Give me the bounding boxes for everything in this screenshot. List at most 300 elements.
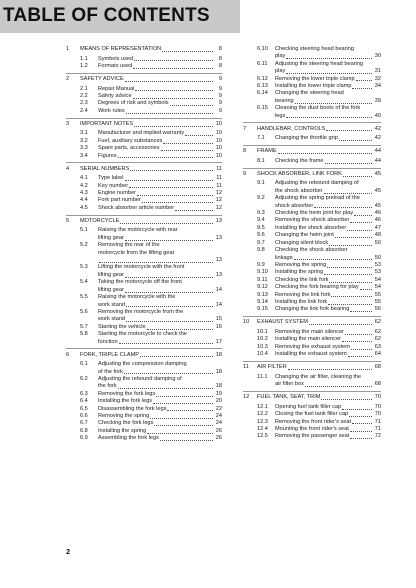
entry-number: 12.3: [257, 418, 268, 425]
entry-page-number: 72: [374, 433, 381, 440]
toc-subsection-entry[interactable]: [243, 306, 381, 313]
entry-number: 11.1: [257, 373, 268, 380]
entry-title-line: Adjusting the steering head bearing: [275, 60, 364, 67]
section-divider: [243, 361, 381, 362]
toc-subsection-entry[interactable]: [243, 180, 381, 195]
entry-title-line: motorcycle from the lifting gear: [98, 249, 175, 256]
entry-title: Symbols used: [98, 55, 134, 62]
toc-subsection-entry[interactable]: [66, 63, 222, 70]
entry-number: 6.8: [80, 427, 88, 434]
entry-title: bearing: [275, 97, 294, 104]
entry-title: Starting the vehicle: [98, 323, 146, 330]
entry-page-number: 10: [215, 152, 222, 159]
entry-title: FRAME: [257, 148, 277, 155]
entry-title: legs: [275, 112, 286, 119]
dot-leader: [130, 170, 213, 171]
toc-section-entry[interactable]: [243, 171, 381, 178]
entry-page-number: 12: [215, 197, 222, 204]
entry-title-line: Changing the air filter, cleaning the: [275, 373, 362, 380]
toc-subsection-entry[interactable]: [243, 292, 381, 299]
toc-section-entry[interactable]: [66, 46, 222, 53]
toc-subsection-entry[interactable]: [243, 269, 381, 276]
dot-leader: [163, 143, 213, 144]
entry-page-number: 10: [215, 130, 222, 137]
dot-leader: [335, 237, 372, 238]
entry-title: SHOCK ABSORBER, LINK FORK: [257, 170, 342, 177]
entry-page-number: 50: [374, 254, 381, 261]
entry-title-line: Adjusting the rebound damping of: [275, 180, 359, 187]
dot-leader: [342, 409, 372, 410]
entry-number: 6.7: [80, 420, 88, 427]
toc-column-left: [66, 46, 222, 443]
entry-number: 11: [243, 364, 249, 371]
toc-section-entry[interactable]: [66, 76, 222, 83]
toc-subsection-entry[interactable]: [66, 93, 222, 100]
dot-leader: [286, 58, 372, 59]
entry-page-number: 18: [215, 368, 222, 375]
dot-leader: [321, 399, 372, 400]
entry-title: Figures: [98, 152, 117, 159]
dot-leader: [119, 343, 213, 344]
dot-leader: [126, 306, 213, 307]
entry-page-number: 42: [374, 125, 381, 132]
entry-number: 6.5: [80, 405, 88, 412]
entry-title: Key number: [98, 182, 129, 189]
entry-page-number: 45: [374, 202, 381, 209]
entry-title: Removing the fork legs: [98, 390, 156, 397]
toc-subsection-entry[interactable]: [243, 46, 381, 61]
toc-subsection-entry[interactable]: [66, 100, 222, 107]
entry-page-number: 71: [374, 418, 381, 425]
entry-title: Fuel, auxiliary substances: [98, 137, 163, 144]
toc-subsection-entry[interactable]: [243, 135, 381, 142]
entry-title: air filter box: [275, 381, 304, 388]
dot-leader: [120, 223, 213, 224]
dot-leader: [350, 311, 372, 312]
toc-subsection-entry[interactable]: [243, 76, 381, 83]
entry-title: Installing the main silencer: [275, 336, 341, 343]
toc-subsection-entry[interactable]: [243, 284, 381, 291]
entry-title: linkage: [275, 254, 293, 261]
entry-title: FORK, TRIPLE CLAMP: [80, 351, 139, 358]
dot-leader: [125, 240, 213, 241]
dot-leader: [134, 126, 213, 127]
entry-title-line: Changing the steering head: [275, 90, 344, 97]
toc-subsection-entry[interactable]: [243, 225, 381, 232]
dot-leader: [135, 90, 213, 91]
entry-title: Shock absorber article number: [98, 204, 175, 211]
entry-number: 10.2: [257, 336, 268, 343]
section-divider: [243, 391, 381, 392]
section-divider: [66, 215, 222, 216]
entry-title: Removing the main silencer: [275, 328, 345, 335]
entry-number: 4.3: [80, 190, 88, 197]
entry-number: 12.1: [257, 403, 268, 410]
toc-subsection-entry[interactable]: [66, 435, 222, 442]
entry-title: Repair Manual: [98, 85, 135, 92]
entry-title-line: Taking the motorcycle off the front: [98, 279, 182, 286]
entry-number: 6.2: [80, 375, 88, 382]
entry-title: play: [275, 53, 286, 60]
dot-leader: [142, 202, 213, 203]
entry-page-number: 10: [215, 145, 222, 152]
toc-section-entry[interactable]: [66, 121, 222, 128]
entry-number: 8.1: [257, 157, 265, 164]
entry-number: 5.6: [80, 308, 88, 315]
toc-subsection-entry[interactable]: [66, 190, 222, 197]
entry-page-number: 68: [374, 364, 381, 371]
entry-number: 12.2: [257, 411, 268, 418]
section-divider: [243, 122, 381, 123]
dot-leader: [161, 150, 213, 151]
toc-subsection-entry[interactable]: [66, 331, 222, 346]
entry-number: 5.1: [80, 227, 88, 234]
entry-title: Changing the throttle grip: [275, 135, 338, 142]
toc-subsection-entry[interactable]: [243, 336, 381, 343]
toc-subsection-entry[interactable]: [66, 183, 222, 190]
entry-title-line: Adjusting the rebound damping of: [98, 375, 182, 382]
toc-subsection-entry[interactable]: [243, 351, 381, 358]
entry-title-line: Removing the motorcycle from the: [98, 308, 184, 315]
entry-number: 9.8: [257, 247, 265, 254]
entry-title-line: Cleaning the dust boots of the fork: [275, 105, 361, 112]
dot-leader: [185, 135, 213, 136]
entry-number: 4.5: [80, 204, 88, 211]
entry-title: Installing the spring: [275, 269, 324, 276]
toc-section-entry[interactable]: [66, 218, 222, 225]
entry-title: Assembling the fork legs: [98, 435, 159, 442]
entry-title: Checking the link fork: [275, 276, 329, 283]
dot-leader: [352, 423, 372, 424]
toc-subsection-entry[interactable]: [243, 195, 381, 210]
toc-subsection-entry[interactable]: [66, 309, 222, 324]
dot-leader: [350, 431, 372, 432]
entry-title: the shock absorber: [275, 187, 323, 194]
entry-title: Removing the shock absorber: [275, 217, 350, 224]
entry-number: 2.2: [80, 93, 88, 99]
toc-subsection-entry[interactable]: [243, 419, 381, 426]
toc-subsection-entry[interactable]: [243, 232, 381, 239]
entry-number: 10.1: [257, 328, 268, 335]
toc-section-entry[interactable]: [243, 126, 381, 133]
entry-title: lifting gear: [98, 286, 124, 293]
dot-leader: [133, 68, 213, 69]
entry-page-number: 12: [215, 204, 222, 211]
entry-title: Opening fuel tank filler cap: [275, 403, 342, 410]
toc-subsection-entry[interactable]: [243, 158, 381, 165]
toc-section-entry[interactable]: [243, 148, 381, 155]
dot-leader: [137, 195, 213, 196]
entry-title: Installing the link fork: [275, 298, 328, 305]
entry-page-number: 64: [374, 351, 381, 358]
dot-leader: [324, 193, 372, 194]
entry-number: 2.1: [80, 85, 88, 92]
entry-number: 9.12: [257, 284, 268, 291]
dot-leader: [134, 60, 213, 61]
toc-subsection-entry[interactable]: [243, 411, 381, 418]
entry-title: Changing silent block: [275, 239, 329, 246]
entry-page-number: 34: [374, 83, 381, 90]
toc-subsection-entry[interactable]: [66, 86, 222, 93]
toc-subsection-entry[interactable]: [243, 299, 381, 306]
entry-page-number: 54: [374, 276, 381, 283]
entry-title: Type label: [98, 175, 124, 182]
toc-subsection-entry[interactable]: [243, 240, 381, 247]
title-bar: [0, 0, 240, 33]
toc-subsection-entry[interactable]: [243, 329, 381, 336]
entry-number: 4.2: [80, 182, 88, 189]
toc-subsection-entry[interactable]: [243, 262, 381, 269]
entry-number: 5: [66, 217, 70, 224]
entry-page-number: 45: [374, 170, 381, 177]
entry-title: HANDLEBAR, CONTROLS: [257, 125, 326, 132]
toc-subsection-entry[interactable]: [66, 56, 222, 63]
dot-leader: [126, 113, 213, 114]
entry-title: work stand: [98, 301, 126, 308]
entry-page-number: 70: [374, 394, 381, 401]
entry-page-number: 14: [215, 286, 222, 293]
entry-number: 8: [243, 148, 247, 155]
entry-page-number: 56: [374, 306, 381, 313]
toc-subsection-entry[interactable]: [66, 205, 222, 212]
entry-page-number: 10: [215, 120, 222, 127]
entry-number: 9.1: [257, 180, 265, 187]
page-number: 2: [66, 547, 71, 556]
entry-title: Manufacturer and implied warranty: [98, 130, 185, 137]
toc-subsection-entry[interactable]: [66, 175, 222, 182]
dot-leader: [278, 153, 372, 154]
toc-section-entry[interactable]: [243, 364, 381, 371]
entry-page-number: 24: [215, 412, 222, 419]
entry-title: Closing the fuel tank filler cap: [275, 411, 349, 418]
entry-number: 3.1: [80, 130, 88, 137]
entry-title: shock absorber: [275, 202, 314, 209]
entry-page-number: 26: [215, 435, 222, 442]
entry-page-number: 62: [374, 319, 381, 326]
entry-page-number: 70: [374, 403, 381, 410]
toc-subsection-entry[interactable]: [66, 376, 222, 391]
entry-page-number: 62: [374, 336, 381, 343]
entry-number: 9.5: [257, 224, 265, 231]
toc-subsection-entry[interactable]: [66, 227, 222, 242]
toc-subsection-entry[interactable]: [66, 361, 222, 376]
entry-title-line: Adjusting the compression damping: [98, 361, 187, 368]
entry-page-number: 22: [215, 405, 222, 412]
toc-subsection-entry[interactable]: [243, 374, 381, 389]
entry-number: 7.1: [257, 135, 265, 142]
entry-number: 6: [66, 351, 70, 358]
entry-number: 10.4: [257, 351, 268, 358]
entry-number: 6.9: [80, 435, 88, 442]
entry-number: 5.7: [80, 323, 88, 330]
entry-number: 6.3: [80, 390, 88, 397]
dot-leader: [314, 207, 372, 208]
toc-subsection-entry[interactable]: [66, 264, 222, 279]
entry-title: Checking the fork bearing for play: [275, 284, 359, 291]
entry-number: 3.2: [80, 137, 88, 144]
section-divider: [243, 145, 381, 146]
toc-subsection-entry[interactable]: [66, 153, 222, 160]
entry-title: Installing the spring: [98, 427, 147, 434]
entry-number: 6.10: [257, 46, 268, 52]
entry-page-number: 44: [374, 148, 381, 155]
toc-subsection-entry[interactable]: [243, 433, 381, 440]
entry-page-number: 63: [374, 343, 381, 350]
toc-subsection-entry[interactable]: [66, 428, 222, 435]
toc-subsection-entry[interactable]: [243, 344, 381, 351]
entry-number: 9.15: [257, 306, 268, 313]
dot-leader: [326, 130, 372, 131]
toc-subsection-entry[interactable]: [243, 217, 381, 224]
entry-page-number: 31: [374, 68, 381, 75]
entry-page-number: 45: [374, 187, 381, 194]
entry-page-number: 55: [374, 298, 381, 305]
dot-leader: [328, 304, 372, 305]
entry-number: 6.1: [80, 361, 88, 368]
toc-subsection-entry[interactable]: [66, 406, 222, 413]
toc-subsection-entry[interactable]: [66, 130, 222, 137]
entry-page-number: 30: [374, 53, 381, 60]
toc-subsection-entry[interactable]: [243, 61, 381, 76]
dot-leader: [160, 440, 213, 441]
toc-subsection-entry[interactable]: [66, 413, 222, 420]
entry-title-line: Lifting the motorcycle with the front: [98, 264, 185, 271]
toc-subsection-entry[interactable]: [243, 90, 381, 105]
entry-title: EXHAUST SYSTEM: [257, 319, 308, 326]
toc-subsection-entry[interactable]: [66, 420, 222, 427]
dot-leader: [345, 334, 372, 335]
entry-page-number: 9: [218, 100, 222, 107]
toc-subsection-entry[interactable]: [66, 279, 222, 294]
entry-page-number: 19: [215, 390, 222, 397]
entry-page-number: 68: [374, 381, 381, 388]
dot-leader: [156, 396, 213, 397]
entry-page-number: 39: [374, 97, 381, 104]
dot-leader: [309, 324, 372, 325]
entry-page-number: 9: [218, 76, 222, 82]
entry-page-number: 54: [374, 284, 381, 291]
toc-section-entry[interactable]: [243, 394, 381, 401]
entry-title: Removing the exhaust system: [275, 343, 350, 350]
entry-title: SAFETY ADVICE: [80, 76, 124, 82]
toc-section-entry[interactable]: [243, 319, 381, 326]
dot-leader: [331, 296, 372, 297]
entry-title: MOTORCYCLE: [80, 217, 120, 224]
entry-title-line: Removing the rear of the: [98, 242, 160, 249]
entry-title: Installing the lower triple clamp: [275, 83, 352, 90]
dot-leader: [125, 81, 213, 82]
entry-number: 10.3: [257, 343, 268, 350]
dot-leader: [150, 418, 213, 419]
toc-subsection-entry[interactable]: [66, 145, 222, 152]
dot-leader: [286, 73, 372, 74]
entry-title: Removing the spring: [275, 261, 327, 268]
dot-leader: [154, 425, 213, 426]
toc-subsection-entry[interactable]: [66, 138, 222, 145]
dot-leader: [147, 433, 213, 434]
toc-subsection-entry[interactable]: [66, 391, 222, 398]
toc-subsection-entry[interactable]: [243, 247, 381, 262]
toc-subsection-entry[interactable]: [243, 404, 381, 411]
toc-subsection-entry[interactable]: [66, 398, 222, 405]
entry-title: Degrees of risk and symbols: [98, 100, 169, 107]
dot-leader: [324, 274, 372, 275]
dot-leader: [167, 410, 213, 411]
toc-subsection-entry[interactable]: [66, 294, 222, 309]
dot-leader: [329, 245, 372, 246]
dot-leader: [343, 176, 372, 177]
entry-title-line: Checking steering head bearing: [275, 46, 354, 52]
entry-title: Checking the fork legs: [98, 420, 154, 427]
entry-number: 9.3: [257, 210, 265, 217]
entry-page-number: 13: [215, 257, 222, 264]
entry-title: Installing the fork legs: [98, 398, 153, 405]
dot-leader: [350, 438, 372, 439]
entry-page-number: 46: [374, 210, 381, 217]
entry-number: 1.2: [80, 63, 88, 69]
dot-leader: [354, 215, 372, 216]
toc-subsection-entry[interactable]: [243, 277, 381, 284]
entry-number: 1.1: [80, 55, 88, 62]
dot-leader: [118, 388, 213, 389]
toc-subsection-entry[interactable]: [66, 242, 222, 264]
toc-subsection-entry[interactable]: [243, 426, 381, 433]
entry-title: Installing the shock absorber: [275, 224, 347, 231]
page-title: TABLE OF CONTENTS: [3, 5, 210, 26]
section-divider: [243, 168, 381, 169]
toc-subsection-entry[interactable]: [243, 105, 381, 120]
entry-number: 9.11: [257, 276, 268, 283]
entry-number: 5.4: [80, 279, 88, 286]
entry-page-number: 20: [215, 398, 222, 405]
entry-number: 6.11: [257, 60, 268, 67]
entry-title: Installing the exhaust system: [275, 351, 347, 358]
entry-number: 9.7: [257, 239, 265, 246]
dot-leader: [356, 80, 372, 81]
entry-page-number: 11: [216, 182, 222, 189]
entry-page-number: 40: [374, 112, 381, 119]
toc-subsection-entry[interactable]: [66, 108, 222, 115]
toc-subsection-entry[interactable]: [66, 197, 222, 204]
entry-page-number: 10: [215, 137, 222, 144]
entry-page-number: 8: [218, 46, 222, 52]
dot-leader: [126, 321, 213, 322]
entry-title: Safety advice: [98, 93, 132, 99]
dot-leader: [329, 282, 372, 283]
toc-section-entry[interactable]: [66, 352, 222, 359]
dot-leader: [147, 329, 213, 330]
entry-title: of the fork: [98, 368, 123, 375]
entry-page-number: 26: [215, 427, 222, 434]
dot-leader: [349, 416, 372, 417]
dot-leader: [305, 386, 372, 387]
entry-page-number: 55: [374, 291, 381, 298]
dot-leader: [294, 259, 372, 260]
entry-title: Fork part number: [98, 197, 141, 204]
entry-title: Spare parts, accessories: [98, 145, 160, 152]
entry-title: Removing the lower triple clamp: [275, 75, 355, 82]
entry-title: Changing the heim joint: [275, 232, 334, 239]
entry-number: 9.6: [257, 232, 265, 239]
dot-leader: [99, 262, 213, 263]
toc-subsection-entry[interactable]: [66, 324, 222, 331]
toc-subsection-entry[interactable]: [243, 83, 381, 90]
toc-subsection-entry[interactable]: [243, 210, 381, 217]
toc-section-entry[interactable]: [66, 166, 222, 173]
entry-page-number: 8: [218, 55, 222, 62]
entry-page-number: 13: [215, 217, 222, 224]
entry-number: 7: [243, 125, 247, 132]
